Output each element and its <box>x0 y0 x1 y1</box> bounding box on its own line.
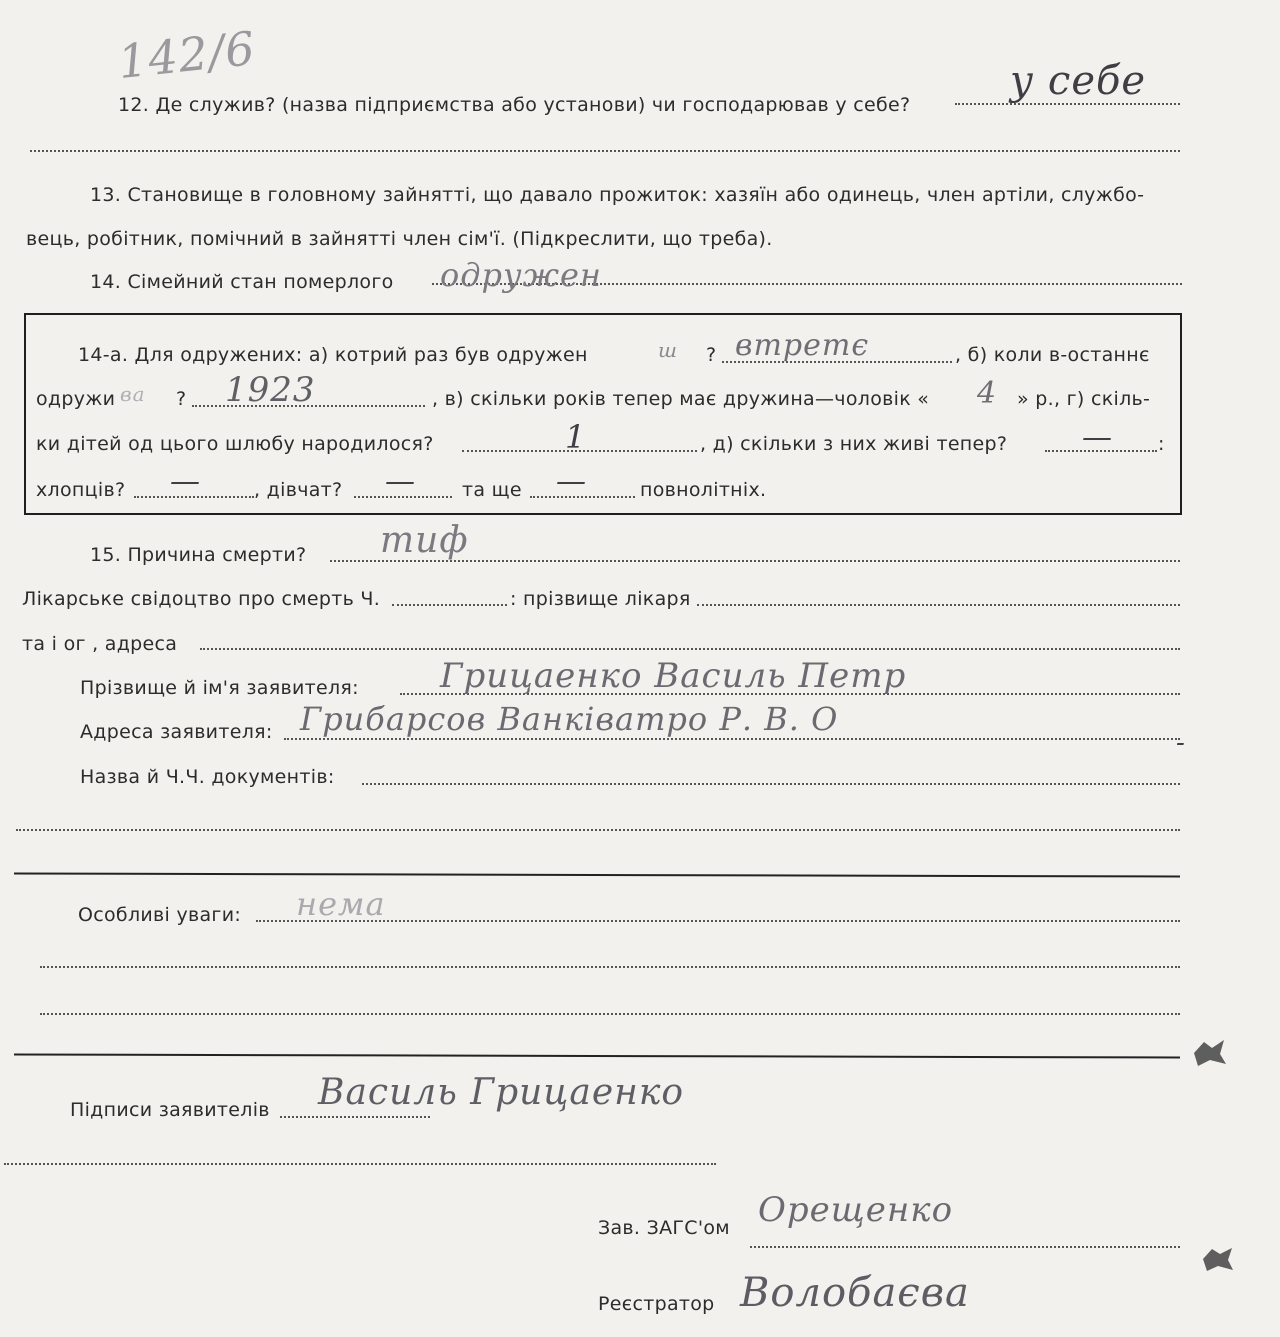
notes-line2 <box>40 966 1180 968</box>
section-divider-2 <box>14 1053 1180 1058</box>
q14a-line4-c: та ще <box>462 479 522 501</box>
q14a-line1-a: 14-а. Для одружених: а) котрий раз був одружен <box>78 344 588 366</box>
q14a-line2-c: » р., г) скіль- <box>1017 388 1151 410</box>
doctor-cert-label: Лікарське свідоцтво про смерть Ч. <box>22 588 381 610</box>
notes-line3 <box>40 1013 1180 1015</box>
notes-line1 <box>256 920 1180 922</box>
applicant-signature: Василь Грицаенко <box>318 1072 685 1113</box>
q14a-line4-a: хлопців? <box>36 479 126 501</box>
q14a-times-answer: втретє <box>735 328 870 363</box>
q14-label: 14. Сімейний стан померлого <box>90 271 394 293</box>
q14a-line2-mark: ва <box>120 382 146 406</box>
section-divider-1 <box>14 872 1180 877</box>
doctor-surname-label: : прізвище лікаря <box>510 588 691 610</box>
q14a-line3-c: : <box>1158 433 1165 455</box>
registrar-label: Реєстратор <box>598 1293 715 1315</box>
punch-hole-mark-2 <box>1200 1244 1236 1274</box>
q12-label: 12. Де служив? (назва підприємства або установи) чи господарював у себе? <box>118 94 911 116</box>
q14a-line2-b: , в) скільки років тепер має дружина—чоловік « <box>432 388 930 410</box>
q12-second-line <box>30 150 1180 152</box>
notes-label: Особливі уваги: <box>78 904 242 926</box>
punch-hole-mark <box>1190 1036 1230 1070</box>
applicant-address-line <box>284 738 1180 740</box>
q14a-girls-answer: — <box>385 464 416 499</box>
q14a-line1-mark: ш <box>658 338 678 362</box>
zags-head-signature: Орещенко <box>758 1190 954 1230</box>
doctor-address-label: та і ог , адреса <box>22 633 178 655</box>
registrar-signature: Волобаєва <box>740 1270 970 1316</box>
q13-line2: вець, робітник, помічний в зайнятті член сім'ї. (Підкреслити, що треба). <box>26 228 773 250</box>
applicant-signature-line <box>280 1116 430 1118</box>
q14-answer: одружен <box>440 256 602 294</box>
applicant-docs-label: Назва й Ч.Ч. документів: <box>80 766 335 788</box>
q15-answer: тиф <box>380 520 469 561</box>
q14a-alive-answer: — <box>1082 420 1113 455</box>
q14a-line1-b: , б) коли в-останнє <box>955 344 1150 366</box>
q14a-line1-q: ? <box>706 344 717 366</box>
q14a-children-answer: 1 <box>565 418 587 456</box>
q14a-line3-b: , д) скільки з них живі тепер? <box>700 433 1008 455</box>
zags-head-label: Зав. ЗАГС'ом <box>598 1217 730 1239</box>
applicant-docs-line2 <box>16 829 1180 831</box>
q12-answer: у себе <box>1010 58 1147 104</box>
zags-head-line <box>750 1246 1180 1248</box>
q14a-age-answer: 4 <box>977 376 998 411</box>
doctor-address-line <box>200 648 1180 650</box>
q15-label: 15. Причина смерти? <box>90 544 307 566</box>
margin-mark: - <box>1176 728 1186 758</box>
doctor-cert-line <box>392 604 507 606</box>
applicant-docs-line1 <box>362 783 1180 785</box>
notes-value: нема <box>296 885 386 923</box>
q14a-line4-b: , дівчат? <box>254 479 343 501</box>
applicant-signature-label: Підписи заявителів <box>70 1099 270 1121</box>
applicant-address-value: Грибарсов Ванківатро Р. В. О <box>300 700 839 738</box>
applicant-address-label: Адреса заявителя: <box>80 721 273 743</box>
q14a-line3-a: ки дітей од цього шлюбу народилося? <box>36 433 434 455</box>
q14a-line2-a: одружи <box>36 388 116 410</box>
q14a-boys-answer: — <box>170 464 201 499</box>
signature-line-long <box>4 1163 716 1165</box>
q14a-line4-d: повнолітніх. <box>640 479 767 501</box>
doctor-surname-line <box>697 604 1180 606</box>
applicant-name-value: Грицаенко Василь Петр <box>440 656 907 696</box>
top-archive-note: 142/6 <box>115 20 259 90</box>
applicant-name-label: Прізвище й ім'я заявителя: <box>80 677 359 699</box>
q14a-more-answer: — <box>556 464 587 499</box>
q13-line1: 13. Становище в головному зайнятті, що давало прожиток: хазяїн або одинець, член артіли, службо- <box>90 184 1145 206</box>
q14a-year-answer: 1923 <box>225 370 316 410</box>
q14a-line2-q: ? <box>176 388 187 410</box>
